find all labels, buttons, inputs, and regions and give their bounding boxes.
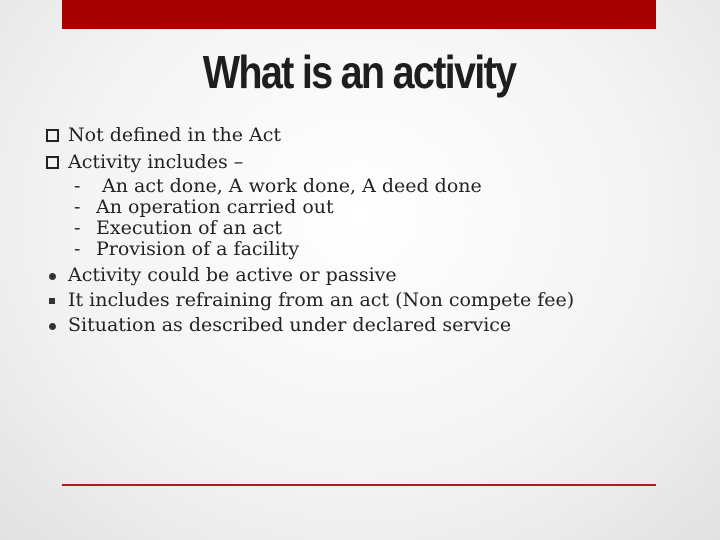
slide-body [44,124,684,339]
list-item-text: Situation as described under declared service [68,314,512,336]
dash-bullet-icon: - [74,217,81,239]
sub-list-item [44,239,684,260]
sub-list-item-text: An operation carried out [96,196,334,218]
dash-bullet-icon: - [74,196,81,218]
list-item [44,289,684,312]
list-item-text: It includes refraining from an act (Non compete fee) [68,289,575,311]
list-item-text: Activity includes – [68,151,244,173]
square-bullet-icon [49,298,55,304]
list-item-text: Activity could be active or passive [68,264,397,286]
top-accent-bar [62,0,656,29]
sub-list-item [44,176,684,197]
checkbox-bullet-icon [46,156,59,169]
dot-bullet-icon [49,323,56,330]
list-item [44,314,684,337]
sub-list-item-text: Provision of a facility [96,238,300,260]
list-item-text: Not defined in the Act [68,124,282,146]
dash-bullet-icon: - [74,175,81,197]
dash-bullet-icon: - [74,238,81,260]
sub-list-item [44,197,684,218]
list-item [44,124,684,147]
checkbox-bullet-icon [46,129,59,142]
sub-list-item-text: Execution of an act [96,217,282,239]
list-item [44,264,684,287]
list-item [44,151,684,174]
slide-title: What is an activity [202,46,516,98]
dot-bullet-icon [49,273,56,280]
sub-list-item-text: An act done, A work done, A deed done [102,175,482,197]
sub-list-item [44,218,684,239]
bottom-divider [62,484,656,486]
